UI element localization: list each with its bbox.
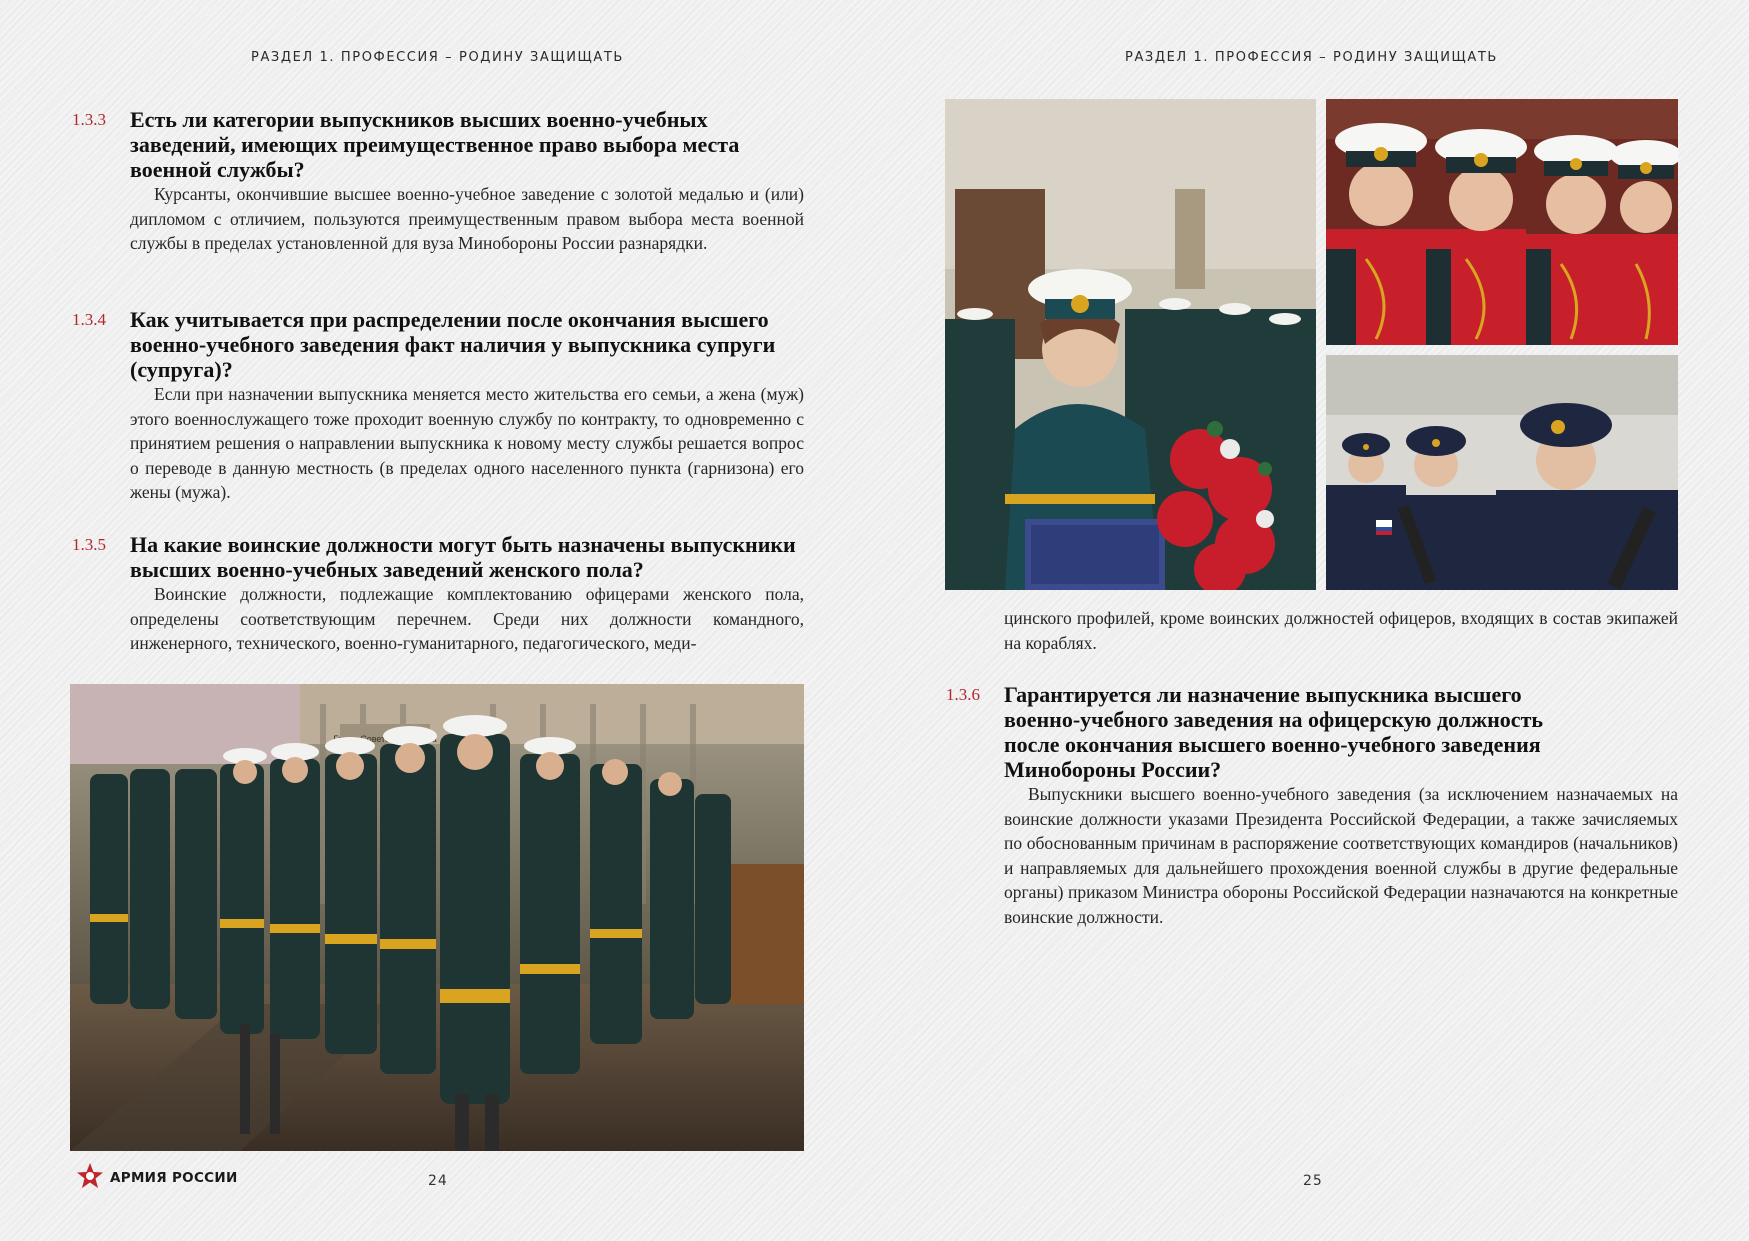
section-title: На какие воинские должности могут быть назначены выпускники высших военно-учебных заведений женского пола?	[130, 532, 796, 582]
section-1-3-5	[72, 532, 804, 656]
cadets-red-uniform-photo	[1326, 99, 1678, 345]
cadets-with-rifles-photo	[1326, 355, 1678, 590]
running-head: РАЗДЕЛ 1. ПРОФЕССИЯ – РОДИНУ ЗАЩИЩАТЬ	[1125, 50, 1498, 65]
red-star-icon	[76, 1162, 104, 1195]
section-number: 1.3.5	[72, 535, 106, 554]
continuation-text: цинского профилей, кроме воинских должностей офицеров, входящих в состав экипажей на кораблях.	[1004, 608, 1678, 653]
section-number: 1.3.3	[72, 110, 106, 129]
section-title: Как учитывается при распределении после окончания высшего военно-учебного заведения факт наличия у выпускника супруги (супруга)?	[130, 307, 776, 382]
section-body: Если при назначении выпускника меняется место жительства его семьи, а жена (муж) этого военнослужащего тоже проходит военную службу по контракту, то одновременно с принятием решения о направлении выпускника к новому месту службы решается вопрос о переводе в данную местность (в пределах одного населенного пункта (гарнизона) его жены (мужа).	[130, 384, 804, 503]
page-number: 24	[428, 1173, 448, 1189]
running-head: РАЗДЕЛ 1. ПРОФЕССИЯ – РОДИНУ ЗАЩИЩАТЬ	[251, 50, 624, 65]
graduate-with-flowers-photo	[945, 99, 1316, 590]
section-title: Есть ли категории выпускников высших военно-учебных заведений, имеющих преимущественное право выбора места военной службы?	[130, 107, 740, 182]
section-number: 1.3.6	[946, 685, 980, 704]
page-number: 25	[1303, 1173, 1323, 1189]
wall-sign: Советского	[360, 734, 407, 744]
brand-name: АРМИЯ РОССИИ	[110, 1170, 238, 1186]
section-title: Гарантируется ли назначение выпускника высшего военно-учебного заведения на офицерскую должность после окончания высшего военно-учебного заведения Минобороны России?	[1004, 682, 1544, 782]
ceremony-hall-photo	[70, 684, 804, 1151]
section-body: Воинские должности, подлежащие комплектованию офицерами женского пола, определены соответствующим перечнем. Среди них должности командного, инженерного, технического, военно-гуманитарного, педагогического, меди-	[130, 584, 804, 654]
section-body: Выпускники высшего военно-учебного заведения (за исключением назначаемых на воинские должности указами Президента Российской Федерации, а также зачисляемых по обоснованным причинам в распоряжение соответствующих командиров (начальников) и направляемых для дальнейшего прохождения военной службы в другие федеральные органы) приказом Министра обороны Российской Федерации назначаются на конкретные воинские должности.	[1004, 784, 1678, 927]
section-continuation	[1004, 606, 1678, 655]
section-1-3-6	[946, 682, 1678, 930]
brand-logo	[76, 1163, 238, 1193]
section-number: 1.3.4	[72, 310, 106, 329]
section-body: Курсанты, окончившие высшее военно-учебное заведение с золотой медалью и (или) дипломом с отличием, пользуются преимущественным правом выбора места военной службы в пределах установленной для вуза Минобороны России разнарядки.	[130, 184, 804, 254]
section-1-3-4	[72, 307, 804, 505]
left-page	[0, 0, 874, 1241]
right-page	[874, 0, 1749, 1241]
section-1-3-3	[72, 107, 804, 256]
